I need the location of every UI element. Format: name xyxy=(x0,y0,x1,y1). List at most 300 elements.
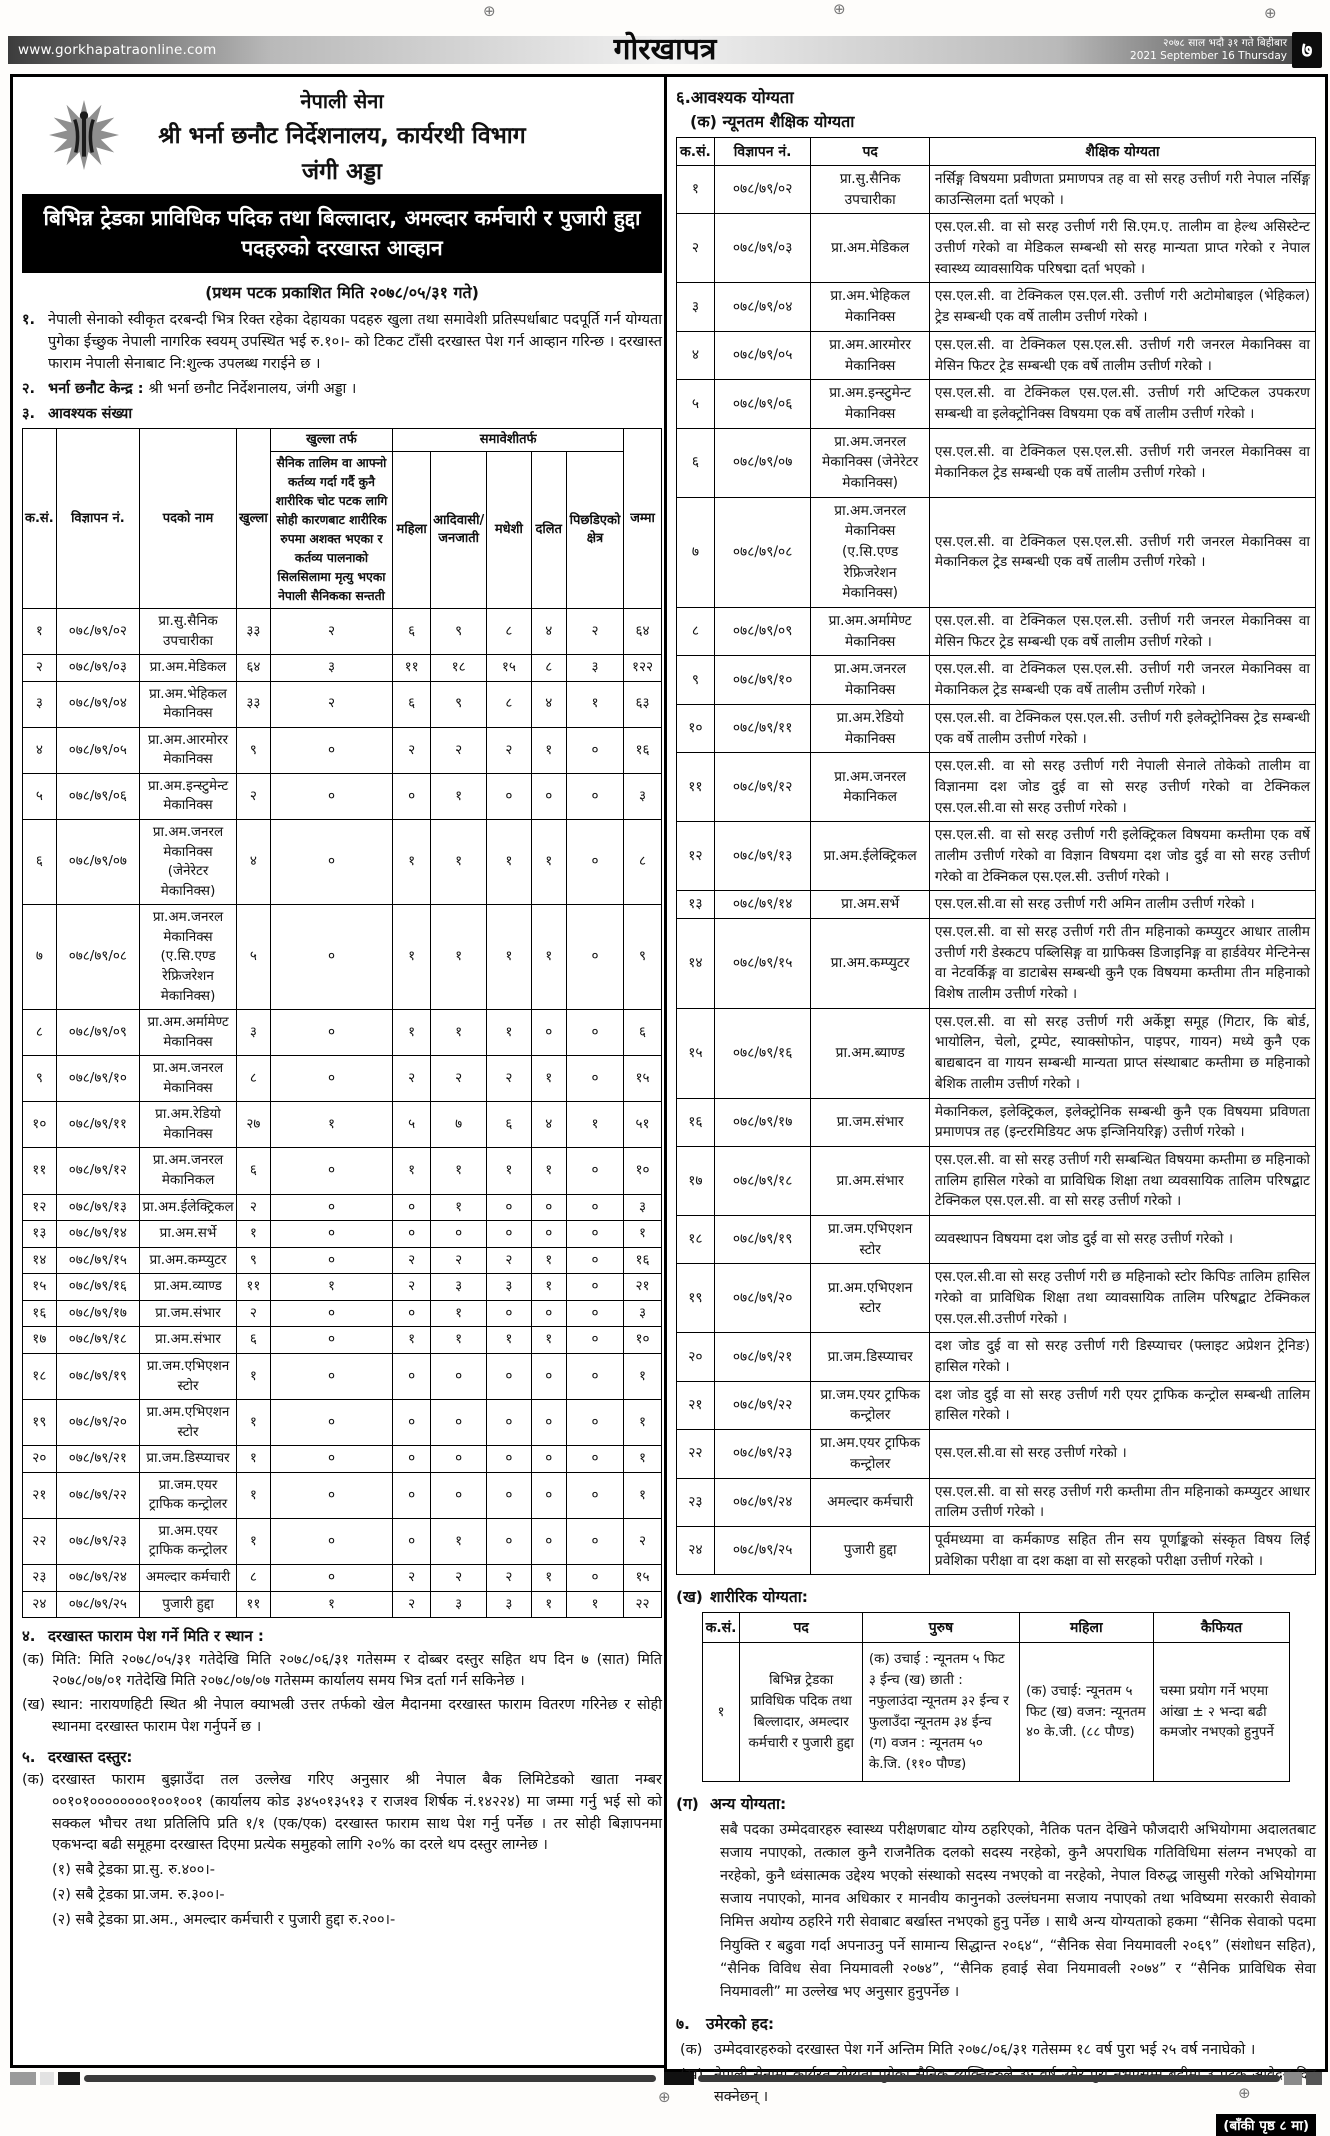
cell-ad-no: ०७८/७९/१७ xyxy=(714,1098,811,1146)
cell-post-name: प्रा.अम.कम्प्युटर xyxy=(140,1247,237,1274)
cell-ad-no: ०७८/७९/१० xyxy=(56,1056,139,1102)
cell-dalit: १ xyxy=(531,1247,566,1274)
qualification-row xyxy=(677,753,1316,822)
vacancy-row xyxy=(23,1327,662,1354)
cell-madhesi: १ xyxy=(487,820,531,905)
cell-sn: २४ xyxy=(677,1526,715,1574)
cell-dalit: १ xyxy=(531,905,566,1010)
cell-ad-no: ०७८/७९/२५ xyxy=(714,1526,811,1574)
cell-martyr-children: १ xyxy=(270,1102,392,1148)
cell-open: १ xyxy=(237,1446,271,1473)
cell-ad-no: ०७८/७९/१७ xyxy=(56,1300,139,1327)
cell-dalit: ० xyxy=(531,1194,566,1221)
cell-dalit: ० xyxy=(531,1446,566,1473)
cell-post-name: प्रा.अम.संभार xyxy=(140,1327,237,1354)
cell-education: एस.एल.सी. वा टेक्निकल एस.एल.सी. उत्तीर्ण गरी जनरल मेकानिक्स वा मेसिन फिटर ट्रेड सम्बन्धी एक वर्षे तालीम उत्तीर्ण गरेको । xyxy=(929,608,1315,656)
cell-janajati: १ xyxy=(431,1010,487,1056)
vacancy-row xyxy=(23,1565,662,1592)
vacancy-row xyxy=(23,1446,662,1473)
cell-post: प्रा.अम.इन्स्टुमेन्ट मेकानिक्स xyxy=(811,380,930,428)
qualification-row xyxy=(677,1098,1316,1146)
cell-sn: १६ xyxy=(677,1098,715,1146)
cell-sn: ७ xyxy=(677,497,715,607)
cell-dalit: ८ xyxy=(531,655,566,682)
cell-education: एस.एल.सी. वा टेक्निकल एस.एल.सी. उत्तीर्ण गरी जनरल मेकानिक्स वा मेकानिकल ट्रेड सम्बन्धी एक वर्षे तालीम उत्तीर्ण गरेको । xyxy=(929,497,1315,607)
age-item-text: सक्नेछन् । xyxy=(714,2088,769,2105)
section-subitem xyxy=(22,1695,662,1739)
cell-open: ६ xyxy=(237,1327,271,1354)
cell-backward-area: ० xyxy=(566,1194,623,1221)
cell-post-name: प्रा.अम.ईलेक्ट्रिकल xyxy=(140,1194,237,1221)
cell-open: १ xyxy=(237,1472,271,1518)
cell-dalit: १ xyxy=(531,1565,566,1592)
cell-post-name: अमल्दार कर्मचारी xyxy=(140,1565,237,1592)
cell-janajati: ७ xyxy=(431,1102,487,1148)
cell-janajati: १ xyxy=(431,1518,487,1564)
cell-backward-area: ० xyxy=(566,773,623,819)
education-subheading: (क) न्यूनतम शैक्षिक योग्यता xyxy=(690,112,855,131)
cell-total: २२ xyxy=(624,1591,662,1618)
vacancy-row xyxy=(23,773,662,819)
cell-janajati: १ xyxy=(431,1148,487,1194)
cell-post-name: पुजारी हुद्दा xyxy=(140,1591,237,1618)
physical-col-header: पुरुष xyxy=(862,1613,1019,1643)
cell-janajati: ३ xyxy=(431,1274,487,1301)
cell-sn: ६ xyxy=(23,820,57,905)
col-header-inclusive: समावेशीतर्फ xyxy=(393,429,624,452)
qualification-row xyxy=(677,166,1316,214)
cell-post-name: प्रा.अम.एभिएशन स्टोर xyxy=(140,1400,237,1446)
cell-open: ३३ xyxy=(237,681,271,727)
cell-post: प्रा.अम.कम्प्युटर xyxy=(811,919,930,1009)
vacancy-row xyxy=(23,681,662,727)
cell-post: प्रा.जम.संभार xyxy=(811,1098,930,1146)
cell-sn: १० xyxy=(23,1102,57,1148)
cell-education: एस.एल.सी. वा सो सरह उत्तीर्ण गरी अर्केष्ट्रा समूह (गिटार, कि बोर्ड, भायोलिन, चेलो, ट्रम्पेट, स्याक्सोफोन, पाइपर, गायन) मध्ये कुनै एक बाद्यबादन वा गायन सम्बन्धी मान्यता प्राप्त संस्थाबाट कम्तीमा छ महिनाको बेशिक तालीम उत्तीर्ण गरेको । xyxy=(929,1008,1315,1098)
cell-janajati: ० xyxy=(431,1446,487,1473)
cell-sn: ११ xyxy=(23,1148,57,1194)
cell-post-name: प्रा.अम.आरमोरर मेकानिक्स xyxy=(140,727,237,773)
cell-sn: १३ xyxy=(23,1221,57,1248)
cell-ad-no: ०७८/७९/०३ xyxy=(714,214,811,283)
cell-martyr-children: १ xyxy=(270,1591,392,1618)
cell-post-name: प्रा.अम.अर्मामेण्ट मेकानिक्स xyxy=(140,1010,237,1056)
cell-post: प्रा.अम.जनरल मेकानिक्स (जेनेरेटर मेकानिक्स) xyxy=(811,428,930,497)
subitem-label: (ख) xyxy=(22,1697,46,1714)
section-fees xyxy=(22,1746,662,1932)
section-title: दरखास्त दस्तुर: xyxy=(48,1747,133,1766)
cell-women: १ xyxy=(393,1327,431,1354)
cell-backward-area: ० xyxy=(566,1300,623,1327)
cell-janajati: ० xyxy=(431,1400,487,1446)
cell-open: ६४ xyxy=(237,655,271,682)
cell-ad-no: ०७८/७९/१९ xyxy=(56,1353,139,1399)
cell-post: प्रा.अम.जनरल मेकानिकल xyxy=(811,753,930,822)
cell-janajati: १८ xyxy=(431,655,487,682)
vacancy-row xyxy=(23,1518,662,1564)
physical-col-header: क.सं. xyxy=(702,1613,740,1643)
masthead xyxy=(8,32,1322,67)
cell-madhesi: १ xyxy=(487,1010,531,1056)
cell-women: १ xyxy=(393,820,431,905)
cell-sn: ८ xyxy=(23,1010,57,1056)
cell-post: पुजारी हुद्दा xyxy=(811,1526,930,1574)
cell-women: ० xyxy=(393,1353,431,1399)
cell-education: पूर्वमध्यमा वा कर्मकाण्ड सहित तीन सय पूर्णाङ्कको संस्कृत विषय लिई प्रवेशिका परीक्षा वा दश कक्षा वा सो सरहको परीक्षा उत्तीर्ण गरेको । xyxy=(929,1526,1315,1574)
cell-madhesi: २ xyxy=(487,1056,531,1102)
col-header-inclusive-sub: महिला xyxy=(393,451,431,608)
cell-ad-no: ०७८/७९/०७ xyxy=(56,820,139,905)
age-item-label xyxy=(680,2064,714,2109)
cell-janajati: २ xyxy=(431,727,487,773)
cell-women: ० xyxy=(393,1194,431,1221)
col-header-open-side: खुल्ला तर्फ xyxy=(270,429,392,452)
cell-female-requirements: (क) उचाई: न्यूनतम ५ फिट (ख) वजन: न्यूनतम ४० के.जी. (८८ पौण्ड) xyxy=(1019,1643,1153,1782)
cell-total: १६ xyxy=(624,727,662,773)
section-date-place xyxy=(22,1625,662,1739)
cell-open: १ xyxy=(237,1518,271,1564)
cell-male-requirements: (क) उचाई : न्यूनतम ५ फिट ३ ईन्च (ख) छाती : नफुलाउंदा न्यूनतम ३२ ईन्च र फुलाउँदा न्यूनतम ३४ ईन्च (ग) वजन : न्यूनतम ५० के.जि. (११० पौण्ड) xyxy=(862,1643,1019,1782)
cell-backward-area: ० xyxy=(566,905,623,1010)
cell-janajati: १ xyxy=(431,820,487,905)
intro-item-text: आवश्यक संख्या xyxy=(48,406,133,422)
cell-total: १ xyxy=(624,1446,662,1473)
cell-sn: १४ xyxy=(23,1247,57,1274)
vacancy-table xyxy=(22,428,662,1618)
cell-martyr-children: ० xyxy=(270,1221,392,1248)
cell-open: ३ xyxy=(237,1010,271,1056)
cell-martyr-children: ० xyxy=(270,773,392,819)
section-number: ५. xyxy=(22,1747,36,1766)
vacancy-row xyxy=(23,1274,662,1301)
cell-total: ३ xyxy=(624,773,662,819)
qualification-row xyxy=(677,1381,1316,1429)
cell-ad-no: ०७८/७९/११ xyxy=(56,1102,139,1148)
cell-madhesi: ० xyxy=(487,1353,531,1399)
qualification-right-panel xyxy=(664,74,1328,2135)
cell-dalit: ० xyxy=(531,1300,566,1327)
age-item-label: (क) xyxy=(680,2042,703,2059)
cell-total: १ xyxy=(624,1472,662,1518)
cell-post: प्रा.जम.एयर ट्राफिक कन्ट्रोलर xyxy=(811,1381,930,1429)
cell-education: एस.एल.सी. वा सो सरह उत्तीर्ण गरी इलेक्ट्रिकल विषयमा कम्तीमा एक वर्षे तालीम उत्तीर्ण गरेको वा विज्ञान विषयमा दश जोड दुई वा सो सरह उत्तीर्ण गरेको वा टेक्निकल एस.एल.सी. उत्तीर्ण गरेको । xyxy=(929,822,1315,891)
cell-open: ११ xyxy=(237,1274,271,1301)
cell-women: २ xyxy=(393,1565,431,1592)
cell-dalit: १ xyxy=(531,820,566,905)
banner-line1: बिभिन्न ट्रेडका प्राविधिक पदिक तथा बिल्लादार, अमल्दार कर्मचारी र पुजारी हुद्दा xyxy=(43,206,641,230)
cell-ad-no: ०७८/७९/२२ xyxy=(714,1381,811,1429)
cell-dalit: ० xyxy=(531,773,566,819)
col-header-martyr-children: सैनिक तालिम वा आफ्नो कर्तव्य गर्दा गर्दै कुनै शारीरिक चोट पटक लागि सोही कारणबाट शारीरिक रुपमा अशक्त भएका र कर्तव्य पालनाको सिलसिलामा मृत्यु भएका नेपाली सैनिकका सन्तती xyxy=(270,451,392,608)
vacancy-row xyxy=(23,1400,662,1446)
cell-women: ० xyxy=(393,1221,431,1248)
cell-sn: ९ xyxy=(677,656,715,704)
cell-sn: ५ xyxy=(23,773,57,819)
vacancy-row xyxy=(23,1148,662,1194)
newspaper-title: गोरखापत्र xyxy=(613,32,717,67)
cell-ad-no: ०७८/७९/१४ xyxy=(56,1221,139,1248)
cell-open: ६ xyxy=(237,1148,271,1194)
cell-sn: २ xyxy=(677,214,715,283)
cell-women: ० xyxy=(393,1300,431,1327)
cell-madhesi: ८ xyxy=(487,681,531,727)
publish-date-line: (प्रथम पटक प्रकाशित मिति २०७८/०५/३१ गते) xyxy=(205,282,479,302)
cell-dalit: ० xyxy=(531,1353,566,1399)
cell-education: एस.एल.सी.वा सो सरह उत्तीर्ण गरी अमिन तालीम उत्तीर्ण गरेको । xyxy=(929,891,1315,919)
cell-post: बिभिन्न ट्रेडका प्राविधिक पदिक तथा बिल्लादार, अमल्दार कर्मचारी र पुजारी हुद्दा xyxy=(740,1643,862,1782)
physical-header-row xyxy=(702,1613,1290,1643)
cell-dalit: ० xyxy=(531,1518,566,1564)
cell-martyr-children: ० xyxy=(270,1353,392,1399)
subitem-label: (क) xyxy=(22,1772,45,1789)
cell-women: २ xyxy=(393,1591,431,1618)
cell-sn: २२ xyxy=(23,1518,57,1564)
cell-sn: ४ xyxy=(677,331,715,379)
cell-post-name: प्रा.अम.सर्भे xyxy=(140,1221,237,1248)
cell-sn: ७ xyxy=(23,905,57,1010)
cell-post: प्रा.सु.सैनिक उपचारीका xyxy=(811,166,930,214)
cell-women: ० xyxy=(393,1446,431,1473)
cell-backward-area: ० xyxy=(566,1327,623,1354)
cell-ad-no: ०७८/७९/२५ xyxy=(56,1591,139,1618)
cell-ad-no: ०७८/७९/१८ xyxy=(56,1327,139,1354)
cell-open: २ xyxy=(237,1194,271,1221)
cell-backward-area: ० xyxy=(566,1446,623,1473)
cell-open: ३३ xyxy=(237,608,271,654)
cell-sn: २३ xyxy=(23,1565,57,1592)
age-limit-item xyxy=(680,2039,1316,2061)
cell-janajati: २ xyxy=(431,1247,487,1274)
vacancy-row xyxy=(23,1353,662,1399)
qualification-row xyxy=(677,1333,1316,1381)
cell-post-name: प्रा.अम.जनरल मेकानिक्स xyxy=(140,1056,237,1102)
cell-backward-area: १ xyxy=(566,681,623,727)
vacancy-row xyxy=(23,905,662,1010)
cell-ad-no: ०७८/७९/०९ xyxy=(714,608,811,656)
cell-madhesi: १ xyxy=(487,905,531,1010)
cell-ad-no: ०७८/७९/२४ xyxy=(714,1478,811,1526)
qualification-row xyxy=(677,380,1316,428)
subitem-label: (क) xyxy=(22,1651,45,1668)
col-header-inclusive-sub: पिछडिएको क्षेत्र xyxy=(566,451,623,608)
masthead-website: www.gorkhapatraonline.com xyxy=(18,42,217,58)
cell-post-name: प्रा.जम.एयर ट्राफिक कन्ट्रोलर xyxy=(140,1472,237,1518)
cell-dalit: ४ xyxy=(531,1102,566,1148)
cell-backward-area: ० xyxy=(566,1472,623,1518)
cell-martyr-children: ० xyxy=(270,1565,392,1592)
org-header xyxy=(22,83,662,186)
cell-women: ६ xyxy=(393,681,431,727)
cell-ad-no: ०७८/७९/०२ xyxy=(56,608,139,654)
cell-women: १ xyxy=(393,905,431,1010)
cell-total: १२२ xyxy=(624,655,662,682)
cell-sn: १२ xyxy=(23,1194,57,1221)
cell-martyr-children: ० xyxy=(270,1148,392,1194)
col-header-post-name: पदको नाम xyxy=(140,429,237,609)
cell-education: नर्सिङ्ग विषयमा प्रवीणता प्रमाणपत्र तह वा सो सरह उत्तीर्ण गरी नेपाल नर्सिङ्ग काउन्सिलमा दर्ता भएको । xyxy=(929,166,1315,214)
cell-madhesi: ८ xyxy=(487,608,531,654)
cell-education: दश जोड दुई वा सो सरह उत्तीर्ण गरी एयर ट्राफिक कन्ट्रोल सम्बन्धी तालिम हासिल गरेको । xyxy=(929,1381,1315,1429)
date-nepali: २०७८ साल भदौ ३१ गते बिहीबार xyxy=(1163,36,1287,49)
cell-total: १० xyxy=(624,1327,662,1354)
cell-ad-no: ०७८/७९/११ xyxy=(714,704,811,752)
cell-post: प्रा.अम.अर्मामेण्ट मेकानिक्स xyxy=(811,608,930,656)
cell-education: एस.एल.सी. वा टेक्निकल एस.एल.सी. उत्तीर्ण गरी इलेक्ट्रोनिक्स ट्रेड सम्बन्धी एक वर्षे तालीम उत्तीर्ण गरेको । xyxy=(929,704,1315,752)
banner-line2: पदहरुको दरखास्त आव्हान xyxy=(241,236,443,261)
cell-madhesi: ० xyxy=(487,1518,531,1564)
cell-ad-no: ०७८/७९/०६ xyxy=(56,773,139,819)
qualification-row xyxy=(677,704,1316,752)
vacancy-table-body xyxy=(23,608,662,1617)
cell-ad-no: ०७८/७९/२० xyxy=(56,1400,139,1446)
date-english: 2021 September 16 Thursday xyxy=(1130,50,1287,62)
cell-ad-no: ०७८/७९/०६ xyxy=(714,380,811,428)
cell-ad-no: ०७८/७९/०८ xyxy=(56,905,139,1010)
cell-janajati: ० xyxy=(431,1221,487,1248)
cell-ad-no: ०७८/७९/०२ xyxy=(714,166,811,214)
cell-post-name: प्रा.अम.भेहिकल मेकानिक्स xyxy=(140,681,237,727)
qualification-row xyxy=(677,1008,1316,1098)
cell-martyr-children: ० xyxy=(270,1518,392,1564)
physical-col-header: महिला xyxy=(1019,1613,1153,1643)
intro-item-text: नेपाली सेनाको स्वीकृत दरबन्दी भित्र रिक्त रहेका देहायका पदहरु खुला तथा समावेशी प्रतिस्पर्धाबाट पदपूर्ति गर्न योग्यता पुगेका ईच्छुक नेपाली नागरिक स्वयम् उपस्थित भई रु.१०।- को टिकट टाँसी दरखास्त पेश गर्न आव्हान गरिन्छ । दरखास्त फाराम नेपाली सेनाबाट नि:शुल्क उपलब्ध गराईने छ । xyxy=(48,311,662,372)
cell-post-name: प्रा.अम.रेडियो मेकानिक्स xyxy=(140,1102,237,1148)
cell-ad-no: ०७८/७९/२१ xyxy=(56,1446,139,1473)
cell-post: प्रा.अम.सर्भे xyxy=(811,891,930,919)
cell-backward-area: १ xyxy=(566,1591,623,1618)
fee-item: (२) सबै ट्रेडका प्रा.जम. रु.३००।- xyxy=(52,1886,225,1903)
cell-martyr-children: ० xyxy=(270,1247,392,1274)
cell-backward-area: ३ xyxy=(566,655,623,682)
col-header-ad-no: विज्ञापन नं. xyxy=(56,429,139,609)
cell-ad-no: ०७८/७९/१६ xyxy=(714,1008,811,1098)
cell-backward-area: ० xyxy=(566,1565,623,1592)
qualification-row xyxy=(677,428,1316,497)
vacancy-row xyxy=(23,1102,662,1148)
subitem-text: स्थान: नारायणहिटी स्थित श्री नेपाल क्याभल्री उत्तर तर्फको खेल मैदानमा दरखास्त फाराम वितरण गरिनेछ र सोही स्थानमा दरखास्त फाराम पेश गर्नुपर्ने छ । xyxy=(52,1697,662,1735)
cell-total: १ xyxy=(624,1400,662,1446)
cell-total: ८ xyxy=(624,820,662,905)
cell-post-name: प्रा.अम.व्याण्ड xyxy=(140,1274,237,1301)
qualification-row xyxy=(677,822,1316,891)
cell-sn: २३ xyxy=(677,1478,715,1526)
cell-post-name: प्रा.सु.सैनिक उपचारीका xyxy=(140,608,237,654)
cell-ad-no: ०७८/७९/१५ xyxy=(56,1247,139,1274)
intro-item-text: भर्ना छनौट केन्द्र : श्री भर्ना छनौट निर्देशनालय, जंगी अड्डा । xyxy=(48,380,357,397)
vacancy-row xyxy=(23,608,662,654)
cell-dalit: ० xyxy=(531,1472,566,1518)
other-qualification-heading: (ग) अन्य योग्यता: xyxy=(676,1794,787,1813)
cell-women: ६ xyxy=(393,608,431,654)
qualification-row xyxy=(677,1478,1316,1526)
cell-backward-area: ० xyxy=(566,1010,623,1056)
qualification-heading: ६.आवश्यक योग्यता xyxy=(676,88,794,107)
cell-madhesi: १ xyxy=(487,1327,531,1354)
vacancy-row xyxy=(23,1591,662,1618)
cell-madhesi: ३ xyxy=(487,1274,531,1301)
cell-ad-no: ०७८/७९/१५ xyxy=(714,919,811,1009)
cell-backward-area: ० xyxy=(566,1056,623,1102)
age-limit-heading: ७. उमेरको हद: xyxy=(676,2015,775,2034)
cell-post: अमल्दार कर्मचारी xyxy=(811,1478,930,1526)
page-footer-bar xyxy=(664,2072,1322,2085)
cell-janajati: २ xyxy=(431,1565,487,1592)
col-header-inclusive-sub: मधेशी xyxy=(487,451,531,608)
cell-madhesi: १५ xyxy=(487,655,531,682)
cell-education: एस.एल.सी. वा टेक्निकल एस.एल.सी. उत्तीर्ण गरी अप्टिकल उपकरण सम्बन्धी वा इलेक्ट्रोनिक्स विषयमा एक वर्षे तालीम उत्तीर्ण गरेको । xyxy=(929,380,1315,428)
cell-backward-area: ० xyxy=(566,727,623,773)
cell-janajati: १ xyxy=(431,1300,487,1327)
cell-ad-no: ०७८/७९/१३ xyxy=(714,822,811,891)
cell-janajati: ० xyxy=(431,1353,487,1399)
cell-sn: १५ xyxy=(677,1008,715,1098)
cell-madhesi: ० xyxy=(487,1400,531,1446)
cell-janajati: २ xyxy=(431,1056,487,1102)
cell-women: ११ xyxy=(393,655,431,682)
cell-martyr-children: ० xyxy=(270,820,392,905)
fee-item: (१) सबै ट्रेडका प्रा.सु. रु.४००।- xyxy=(52,1862,215,1879)
intro-list xyxy=(22,309,662,425)
cell-education: एस.एल.सी. वा सो सरह उत्तीर्ण गरी कम्तीमा तीन महिनाको कम्प्युटर आधार तालिम उत्तीर्ण गरेको । xyxy=(929,1478,1315,1526)
cell-sn: २० xyxy=(23,1446,57,1473)
intro-item xyxy=(22,309,662,375)
cell-janajati: १ xyxy=(431,905,487,1010)
cell-martyr-children: ० xyxy=(270,905,392,1010)
physical-col-header: कैफियत xyxy=(1153,1613,1290,1643)
cell-sn: १ xyxy=(702,1643,740,1782)
cell-sn: २ xyxy=(23,655,57,682)
cell-sn: ६ xyxy=(677,428,715,497)
cell-education: एस.एल.सी. वा टेक्निकल एस.एल.सी. उत्तीर्ण गरी अटोमोबाइल (भेहिकल) ट्रेड सम्बन्धी एक वर्षे तालीम उत्तीर्ण गरेको । xyxy=(929,283,1315,331)
cell-education: एस.एल.सी. वा सो सरह उत्तीर्ण गरी सि.एम.ए. तालीम वा हेल्थ असिस्टेन्ट उत्तीर्ण गरेको वा मेडिकल सम्बन्धी सो सरह मान्यता प्राप्त गरेको र नेपाल स्वास्थ्य व्यावसायिक परिषद्मा दर्ता भएको । xyxy=(929,214,1315,283)
physical-col-header: पद xyxy=(740,1613,862,1643)
cell-madhesi: ० xyxy=(487,1446,531,1473)
cell-dalit: ० xyxy=(531,1400,566,1446)
cell-open: ८ xyxy=(237,1565,271,1592)
advertisement-left-panel xyxy=(10,74,674,2068)
cell-sn: १४ xyxy=(677,919,715,1009)
qual-header-row xyxy=(677,138,1316,166)
cell-sn: १५ xyxy=(23,1274,57,1301)
qualification-row xyxy=(677,283,1316,331)
intro-item-number: २. xyxy=(22,380,36,397)
cell-dalit: १ xyxy=(531,1327,566,1354)
cell-post-name: प्रा.जम.डिस्प्याचर xyxy=(140,1446,237,1473)
cell-open: १ xyxy=(237,1400,271,1446)
registration-mark: ⊕ xyxy=(1264,4,1277,22)
cell-post-name: प्रा.अम.मेडिकल xyxy=(140,655,237,682)
cell-dalit: १ xyxy=(531,1591,566,1618)
masthead-date xyxy=(1130,37,1287,63)
cell-sn: ११ xyxy=(677,753,715,822)
cell-post: प्रा.अम.जनरल मेकानिक्स (ए.सि.एण्ड रेफ्रिजरेशन मेकानिक्स) xyxy=(811,497,930,607)
cell-open: ८ xyxy=(237,1056,271,1102)
cell-sn: १ xyxy=(23,608,57,654)
cell-dalit: १ xyxy=(531,1148,566,1194)
cell-sn: १७ xyxy=(677,1146,715,1215)
cell-ad-no: ०७८/७९/१२ xyxy=(56,1148,139,1194)
cell-sn: १ xyxy=(677,166,715,214)
cell-martyr-children: ० xyxy=(270,1056,392,1102)
cell-ad-no: ०७८/७९/०७ xyxy=(714,428,811,497)
cell-sn: २२ xyxy=(677,1430,715,1478)
intro-item-number: १. xyxy=(22,311,36,328)
page-number-box: ७ xyxy=(1292,32,1322,68)
cell-total: ९ xyxy=(624,905,662,1010)
cell-backward-area: ० xyxy=(566,1148,623,1194)
cell-women: २ xyxy=(393,727,431,773)
cell-education: एस.एल.सी. वा टेक्निकल एस.एल.सी. उत्तीर्ण गरी जनरल मेकानिक्स वा मेकानिकल ट्रेड सम्बन्धी एक वर्षे तालीम उत्तीर्ण गरेको । xyxy=(929,428,1315,497)
